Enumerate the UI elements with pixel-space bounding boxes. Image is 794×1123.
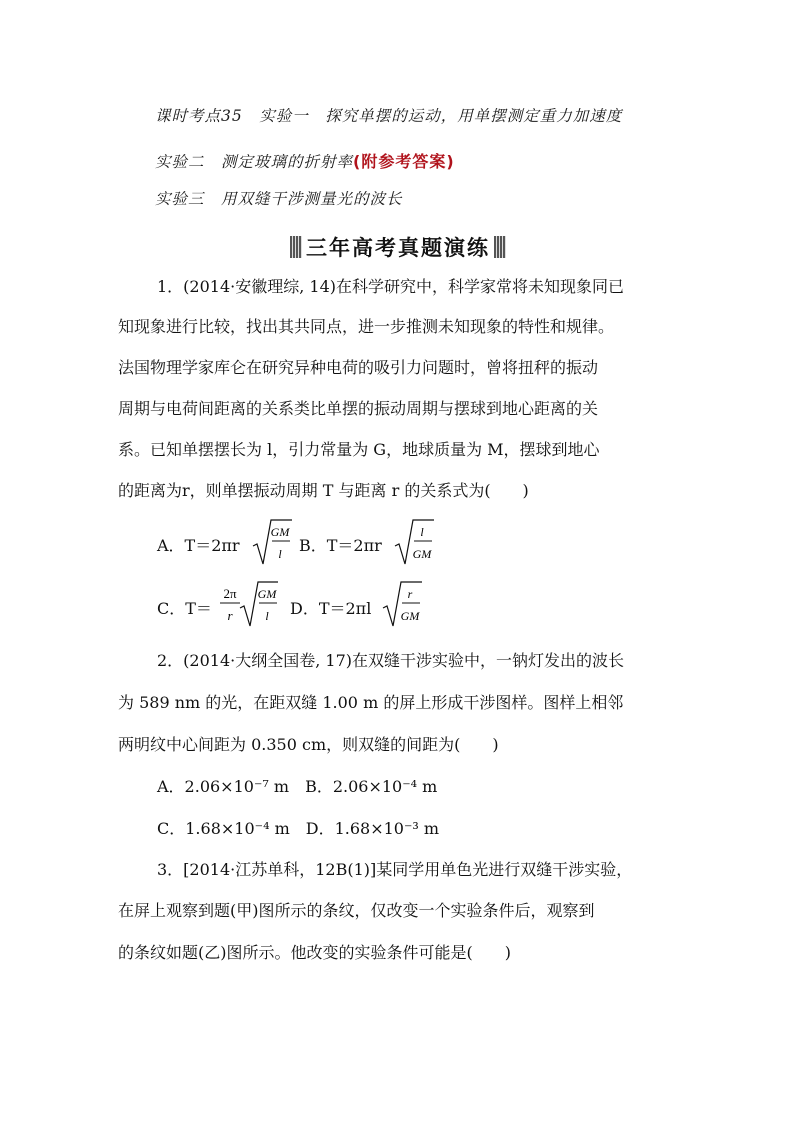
section-title-line-1: 课时考点35 实验一 探究单摆的运动，用单摆测定重力加速度 xyxy=(155,107,623,125)
q1-option-b-sqrt xyxy=(394,518,434,568)
q1-option-c-num: GM xyxy=(257,587,277,601)
q1-option-a-num: GM xyxy=(270,525,290,539)
q1-option-c-den: l xyxy=(265,609,269,623)
banner-left-bar-icon xyxy=(290,236,302,258)
banner-right-bar-icon xyxy=(494,236,506,258)
q2-line-2: 为 589 nm 的光，在距双缝 1.00 m 的屏上形成干涉图样。图样上相邻 xyxy=(118,693,624,712)
answer-note: (附参考答案) xyxy=(353,152,455,171)
q2-options-ab: A．2.06×10⁻⁷ m B．2.06×10⁻⁴ m xyxy=(157,777,438,796)
q1-option-b: B．T＝2πr xyxy=(299,536,382,555)
q2-line-3: 两明纹中心间距为 0.350 cm，则双缝的间距为( ) xyxy=(118,735,499,754)
q1-option-a-sqrt xyxy=(252,518,292,568)
q1-option-a: A．T＝2πr xyxy=(157,536,240,555)
q1-option-c-coef-den: r xyxy=(227,608,233,623)
q1-option-d: D．T＝2πl xyxy=(290,599,372,618)
q1-line-6: 的距离为r，则单摆振动周期 T 与距离 r 的关系式为( ) xyxy=(118,481,529,500)
q1-option-c-frac xyxy=(218,580,278,630)
q1-option-d-den: GM xyxy=(400,609,420,623)
banner-title: 三年高考真题演练 xyxy=(306,236,490,260)
q3-line-3: 的条纹如题(乙)图所示。他改变的实验条件可能是( ) xyxy=(118,943,511,962)
q1-line-4: 周期与电荷间距离的关系类比单摆的振动周期与摆球到地心距离的关 xyxy=(118,399,599,418)
q3-line-1: 3．[2014·江苏单科，12B(1)]某同学用单色光进行双缝干涉实验， xyxy=(157,860,633,879)
section-title-line-2 xyxy=(155,149,455,172)
q2-line-1: 2．(2014·大纲全国卷, 17)在双缝干涉实验中，一钠灯发出的波长 xyxy=(157,651,625,670)
q3-line-2: 在屏上观察到题(甲)图所示的条纹，仅改变一个实验条件后，观察到 xyxy=(118,901,595,920)
q1-option-d-num: r xyxy=(407,587,413,601)
q1-line-2: 知现象进行比较，找出其共同点，进一步推测未知现象的特性和规律。 xyxy=(118,317,615,336)
q1-option-b-den: GM xyxy=(412,547,432,561)
q1-option-b-num: l xyxy=(420,525,424,539)
q1-line-1: 1．(2014·安徽理综, 14)在科学研究中，科学家常将未知现象同已 xyxy=(157,277,625,296)
q1-line-5: 系。已知单摆摆长为 l，引力常量为 G，地球质量为 M，摆球到地心 xyxy=(118,440,600,459)
q1-option-a-den: l xyxy=(278,547,282,561)
q1-option-c: C．T＝ xyxy=(157,599,212,618)
q1-line-3: 法国物理学家库仑在研究异种电荷的吸引力问题时，曾将扭秤的振动 xyxy=(118,358,599,377)
q2-options-cd: C．1.68×10⁻⁴ m D．1.68×10⁻³ m xyxy=(157,819,440,838)
q1-option-c-coef-num: 2π xyxy=(223,586,237,601)
section-banner xyxy=(290,232,506,262)
section-title-line-3: 实验三 用双缝干涉测量光的波长 xyxy=(155,190,403,208)
q1-option-d-sqrt xyxy=(382,580,422,630)
section-title-line-2-text: 实验二 测定玻璃的折射率 xyxy=(155,153,354,171)
